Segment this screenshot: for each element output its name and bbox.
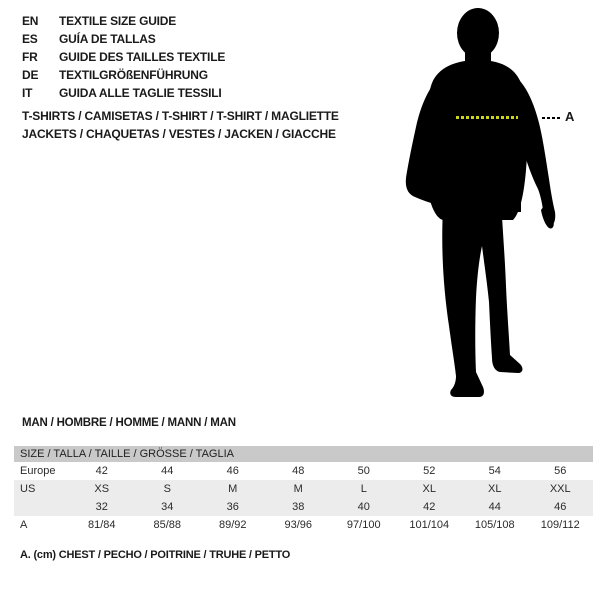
section-title-man: MAN / HOMBRE / HOMME / MANN / MAN — [22, 417, 236, 429]
size-value-cell: 34 — [161, 501, 174, 513]
size-value-cell: M — [228, 483, 238, 495]
size-value-cell: 54 — [488, 465, 501, 477]
measure-label-a: A — [565, 109, 575, 124]
language-row — [22, 84, 225, 102]
language-row — [22, 48, 225, 66]
size-table — [14, 446, 593, 534]
size-value-cell: XXL — [549, 483, 571, 495]
size-value-cell: 89/92 — [218, 519, 247, 531]
size-table-header-row — [14, 446, 593, 462]
size-value-cell: M — [293, 483, 303, 495]
language-code: FR — [22, 50, 38, 64]
size-value-cell: 46 — [226, 465, 239, 477]
language-title: GUIDE DES TAILLES TEXTILE — [59, 50, 226, 64]
language-code: EN — [22, 14, 39, 28]
size-value-cell: 56 — [554, 465, 567, 477]
silhouette-legs — [442, 208, 522, 397]
row-label-cell: A — [20, 519, 28, 531]
size-value-cell: XL — [488, 483, 502, 495]
size-value-cell: 85/88 — [153, 519, 182, 531]
row-label-cell: US — [20, 483, 36, 495]
table-row-numeric — [14, 498, 593, 516]
chest-measure-line — [456, 116, 518, 119]
language-row — [22, 12, 225, 30]
size-table-header: SIZE / TALLA / TAILLE / GRÖSSE / TAGLIA — [14, 446, 593, 462]
size-value-cell: 101/104 — [409, 519, 450, 531]
product-line-jackets: JACKETS / CHAQUETAS / VESTES / JACKEN / GIACCHE — [22, 127, 336, 141]
language-title: TEXTILE SIZE GUIDE — [59, 14, 177, 28]
row-label-cell: Europe — [20, 465, 56, 477]
size-value-cell: 44 — [161, 465, 174, 477]
table-row-chest-a — [14, 516, 593, 534]
size-value-cell: 81/84 — [87, 519, 116, 531]
size-value-cell: 52 — [423, 465, 436, 477]
language-title: GUÍA DE TALLAS — [59, 32, 156, 46]
size-value-cell: 40 — [357, 501, 370, 513]
size-value-cell: S — [163, 483, 171, 495]
size-value-cell: L — [360, 483, 367, 495]
language-code: DE — [22, 68, 39, 82]
language-title-list — [22, 12, 225, 102]
size-value-cell: XS — [94, 483, 110, 495]
size-value-cell: XL — [422, 483, 436, 495]
size-value-cell: 50 — [357, 465, 370, 477]
size-value-cell: 38 — [292, 501, 305, 513]
measurement-footnote: A. (cm) CHEST / PECHO / POITRINE / TRUHE / PETTO — [20, 549, 291, 561]
language-code: ES — [22, 32, 38, 46]
measure-callout-dash — [542, 117, 562, 119]
language-title: GUIDA ALLE TAGLIE TESSILI — [59, 86, 222, 100]
row-label-cell — [14, 498, 69, 516]
size-value-cell: 46 — [554, 501, 567, 513]
size-value-cell: 42 — [95, 465, 108, 477]
man-silhouette-figure — [403, 6, 581, 398]
size-value-cell: 93/96 — [284, 519, 313, 531]
size-value-cell: 105/108 — [474, 519, 515, 531]
language-row — [22, 30, 225, 48]
language-row — [22, 66, 225, 84]
size-value-cell: 42 — [423, 501, 436, 513]
language-code: IT — [22, 86, 33, 100]
product-category-lines — [22, 107, 339, 143]
size-value-cell: 109/112 — [540, 519, 580, 531]
man-silhouette — [403, 6, 561, 398]
size-value-cell: 44 — [488, 501, 501, 513]
language-title: TEXTILGRÖßENFÜHRUNG — [59, 68, 208, 82]
product-line-tshirts: T-SHIRTS / CAMISETAS / T-SHIRT / T-SHIRT / MAGLIETTE — [22, 109, 339, 123]
size-value-cell: 36 — [226, 501, 239, 513]
table-row-europe — [14, 462, 593, 480]
table-row-us — [14, 480, 593, 498]
size-value-cell: 32 — [95, 501, 108, 513]
size-value-cell: 97/100 — [346, 519, 381, 531]
size-value-cell: 48 — [292, 465, 305, 477]
